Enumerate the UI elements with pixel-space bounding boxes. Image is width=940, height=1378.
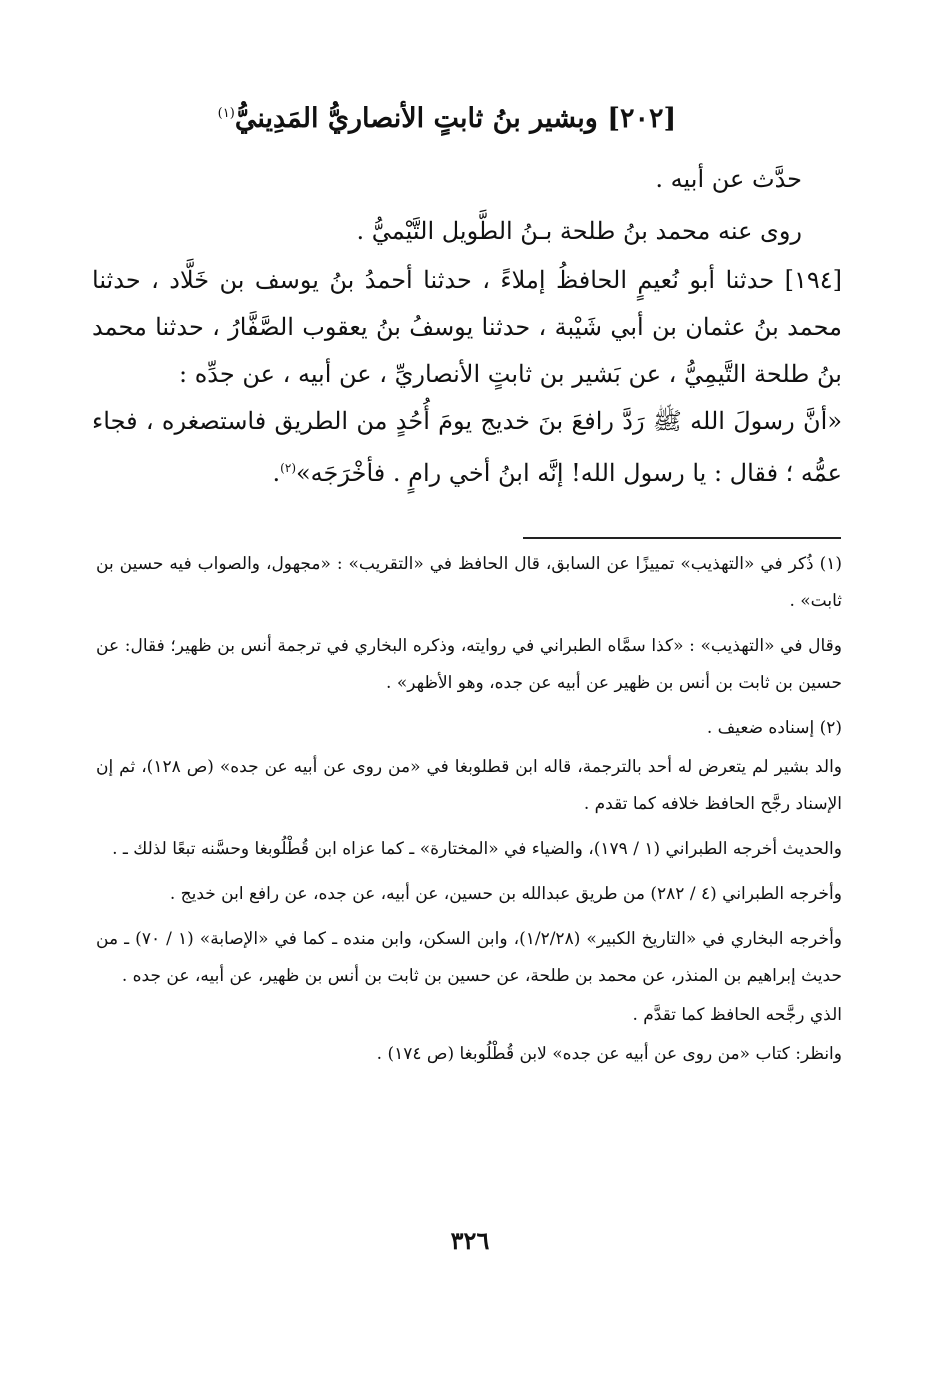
page-number: ٣٢٦ [450,1226,490,1255]
narration-line: حدَّث عن أبيه . [655,165,802,193]
footnote-2-para-4: وأخرجه البخاري في «التاريخ الكبير» (١/٢/٢٨)، وابن السكن، وابن منده ـ كما في «الإصابة» (١ / ٧٠) ـ من حديث إبراهيم بن المنذر، عن محمد بن طلحة، عن حسين بن ثابت بن أنس بن ظهير، عن أبيه، عن جده . [96,929,842,986]
hadith-isnad-text: [١٩٤] حدثنا أبو نُعيمٍ الحافظُ إملاءً ، حدثنا أحمدُ بنُ يوسف بن خَلَّاد ، حدثنا محمد بنُ عثمان بن أبي شَيْبة ، حدثنا يوسفُ بنُ يعقوب الصَّفَّارُ ، حدثنا محمد بنُ طلحة التَّيمِيُّ ، عن بَشير بن ثابتٍ الأنصاريِّ ، عن أبيه ، عن جدِّه : [92,266,842,388]
entry-heading-text: [٢٠٢] وبشير بنُ ثابتٍ الأنصاريُّ المَدِينيُّ [234,103,677,134]
footnote-2-para-2: والحديث أخرجه الطبراني (١ / ١٧٩)، والضياء في «المختارة» ـ كما عزاه ابن قُطْلُوبغا وحسَّنه تبعًا لذلك ـ . [112,839,842,859]
footnote-ref-1: (١) [217,106,235,121]
hadith-matn-text: «أنَّ رسولَ الله ﷺ رَدَّ رافعَ بنَ خديج يومَ أُحُدٍ من الطريق فاستصغره ، فجاء عمُّه ؛ فقال : يا رسول الله! إنَّه ابنُ أخي رامٍ . فأخْرَجَه» [92,407,842,487]
footnote-ref-2: (٢) [280,461,296,475]
footnote-2-para-1: والد بشير لم يتعرض له أحد بالترجمة، قاله ابن قطلوبغا في «من روى عن أبيه عن جده» (ص ١٢٨)، ثم إن الإسناد رجَّح الحافظ خلافه كما تقدم . [96,757,842,814]
entry-heading [92,92,842,141]
main-text [92,92,842,497]
footnote-2-para-3: وأخرجه الطبراني (٤ / ٢٨٢) من طريق عبدالله بن حسين، عن أبيه، عن جده، عن رافع ابن خديج . [169,884,842,904]
footnote-1: (١) ذُكر في «التهذيب» تمييزًا عن السابق، قال الحافظ في «التقريب» : «مجهول، والصواب فيه حسين بن ثابت» . [96,554,842,611]
footnote-divider [523,537,841,539]
narrator-line: روى عنه محمد بنُ طلحة بـنُ الطَّويل التَّيْميُّ . [356,217,802,245]
footnotes-section [96,546,842,1081]
hadith-matn: «أنَّ رسولَ الله ﷺ رَدَّ رافعَ بنَ خديج يومَ أُحُدٍ من الطريق فاستصغره ، فجاء عمُّه ؛ فقال : يا رسول الله! إنَّه ابنُ أخي رامٍ . فأخْرَجَه»$^{(٢)}$. [92,407,842,487]
footnote-2: (٢) إسناده ضعيف . [706,718,842,738]
footnote-2-para-6: وانظر: كتاب «من روى عن أبيه عن جده» لابن قُطْلُوبغا (ص ١٧٤) . [376,1044,842,1064]
footnote-2-para-5: الذي رجَّحه الحافظ كما تقدَّم . [632,1005,842,1025]
footnote-1-continued: وقال في «التهذيب» : «كذا سمَّاه الطبراني في روايته، وذكره البخاري في ترجمة أنس بن ظهير؛ فقال: عن حسين بن ثابت بن أنس بن ظهير عن أبيه عن جده، وهو الأظهر» . [96,636,842,693]
hadith-isnad [92,257,842,398]
